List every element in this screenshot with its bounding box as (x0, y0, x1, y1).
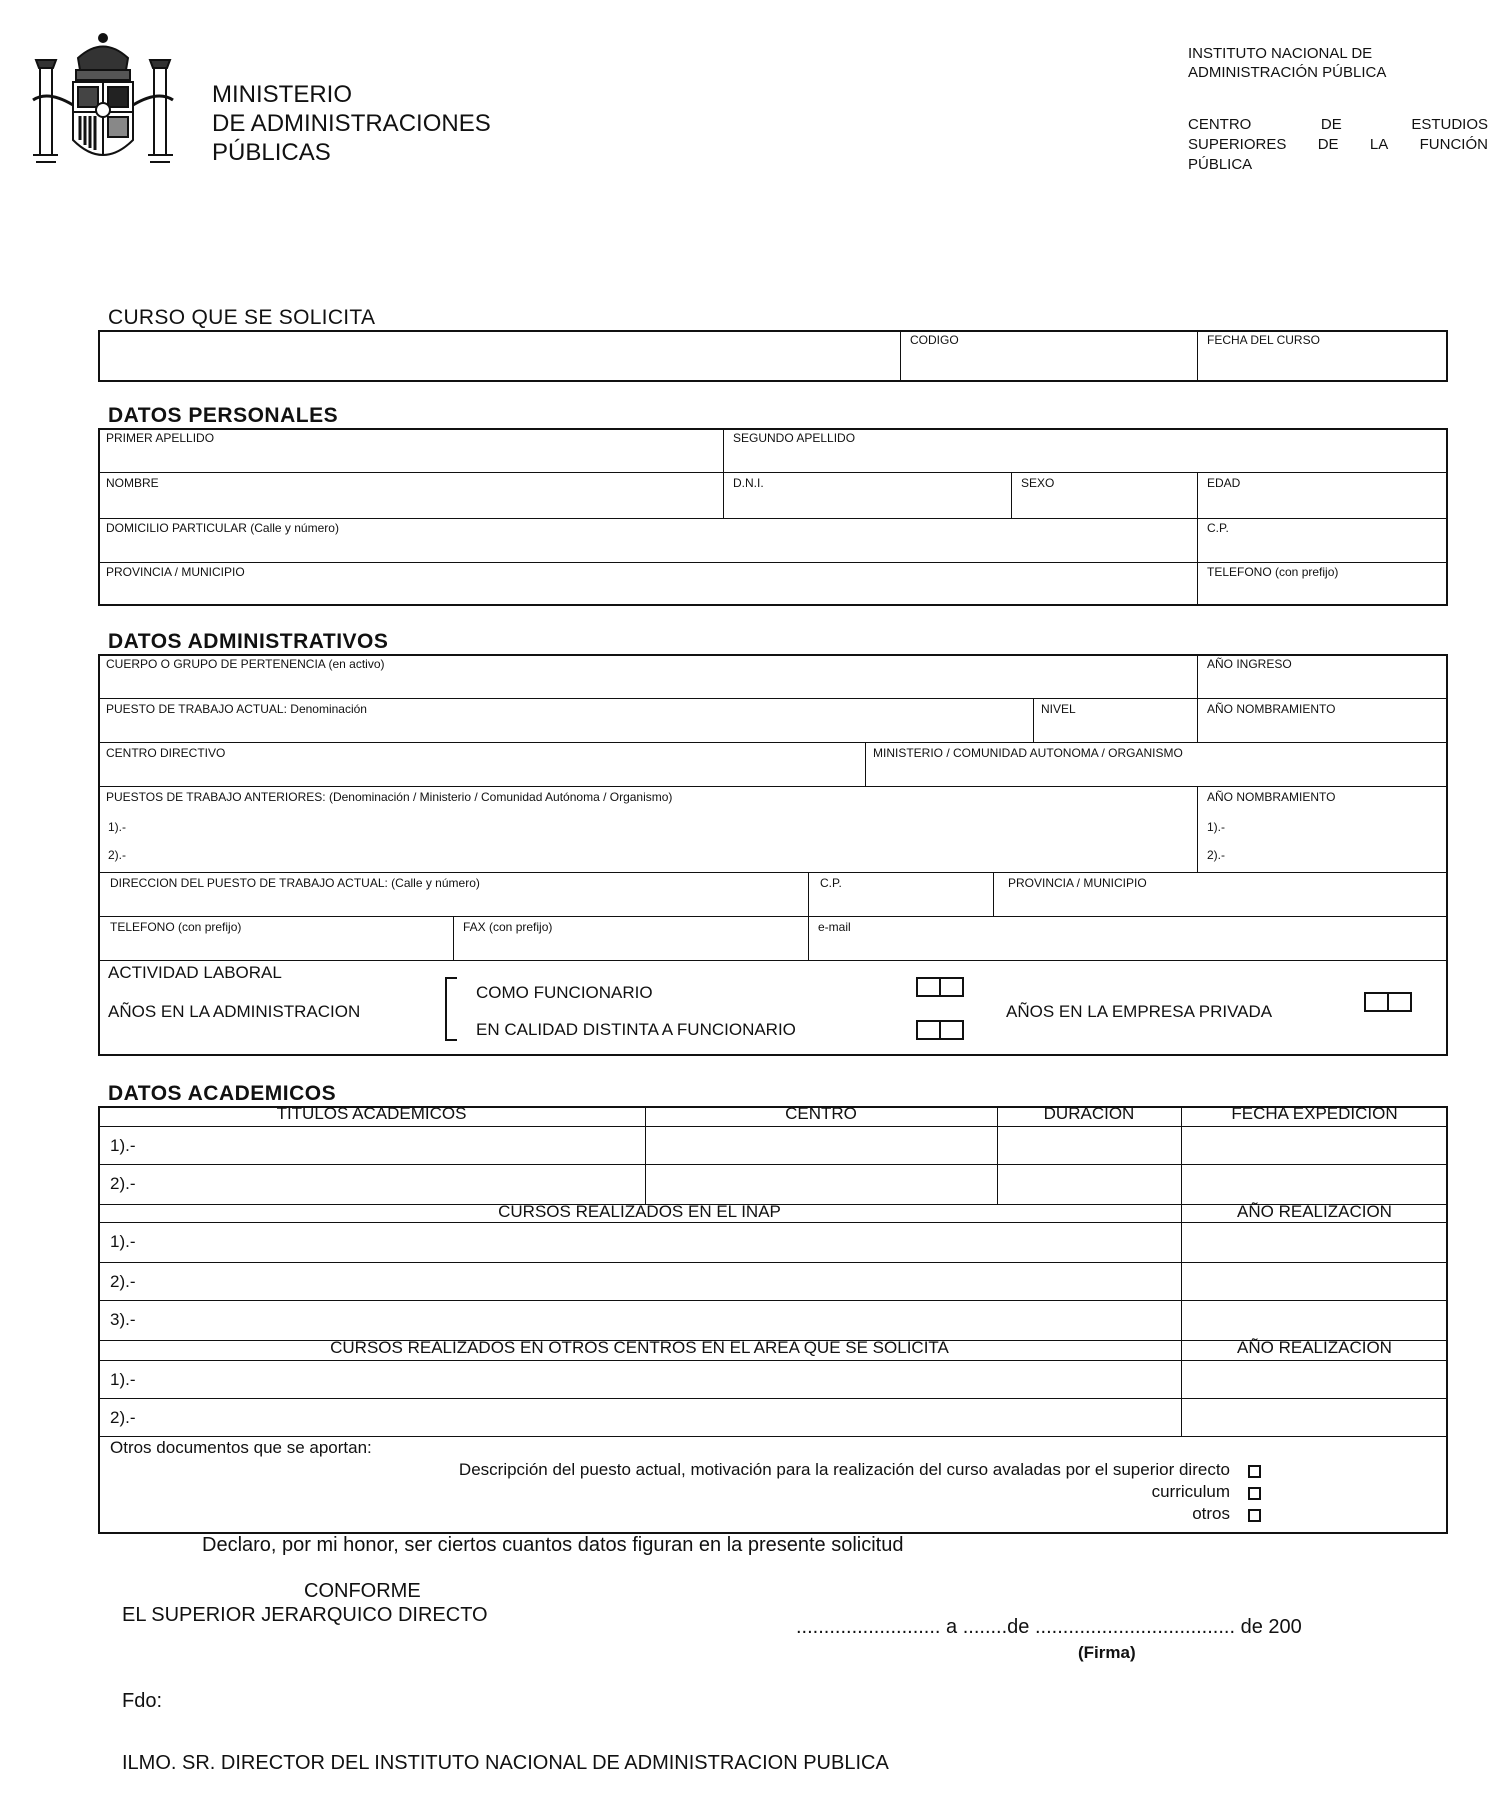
ministerio-field[interactable]: MINISTERIO / COMUNIDAD AUTONOMA / ORGANISMO (873, 746, 1183, 760)
centro-line-1 (1188, 115, 1488, 135)
institute-line-2: ADMINISTRACIÓN PÚBLICA (1188, 64, 1387, 81)
calidad-distinta-label: EN CALIDAD DISTINTA A FUNCIONARIO (476, 1020, 796, 1039)
otros-row-1[interactable]: 1).- (110, 1370, 136, 1389)
puesto-anterior-1: 1).- (108, 820, 126, 834)
divider (98, 562, 1448, 563)
col-titulos: TITULOS ACADEMICOS (276, 1104, 467, 1123)
institute-line-1: INSTITUTO NACIONAL DE (1188, 45, 1373, 62)
divider (98, 1398, 1448, 1399)
divider (723, 428, 724, 518)
divider (98, 1360, 1448, 1361)
conforme-label: CONFORME (304, 1580, 421, 1602)
divider (1181, 1106, 1182, 1436)
administrativos-title: DATOS ADMINISTRATIVOS (108, 630, 389, 653)
divider (1033, 698, 1034, 742)
divider (98, 1222, 1448, 1223)
segundo-apellido-field[interactable]: SEGUNDO APELLIDO (733, 431, 856, 445)
divider (98, 916, 1448, 917)
divider (98, 786, 1448, 787)
ano-realizacion-2-header: AÑO REALIZACION (1237, 1338, 1392, 1357)
divider (1197, 330, 1198, 382)
ano-anterior-1: 1).- (1207, 820, 1225, 834)
puestos-anteriores-field[interactable]: PUESTOS DE TRABAJO ANTERIORES: (Denominación / Ministerio / Comunidad Autónoma / Organismo) (106, 790, 673, 804)
divider (1011, 472, 1012, 518)
dni-field[interactable]: D.N.I. (733, 476, 764, 490)
curriculum-label: curriculum (1151, 1482, 1230, 1501)
ano-realizacion-header: AÑO REALIZACION (1237, 1202, 1392, 1221)
personales-box (98, 428, 1448, 606)
col-fecha: FECHA EXPEDICION (1231, 1104, 1398, 1123)
divider (98, 960, 1448, 961)
inap-row-3[interactable]: 3).- (110, 1310, 136, 1329)
centro-directivo-field[interactable]: CENTRO DIRECTIVO (106, 746, 226, 760)
descripcion-label: Descripción del puesto actual, motivación para la realización del curso avaladas por el superior directo (458, 1460, 1230, 1479)
centro-word: CENTRO (1188, 116, 1252, 133)
telefono-field[interactable]: TELEFONO (con prefijo) (1207, 565, 1339, 579)
provincia-trabajo-field[interactable]: PROVINCIA / MUNICIPIO (1008, 876, 1147, 890)
divider (98, 872, 1448, 873)
centro-word: DE (1317, 136, 1339, 153)
empresa-privada-label: AÑOS EN LA EMPRESA PRIVADA (1006, 1002, 1273, 1021)
cp-trabajo-field[interactable]: C.P. (820, 876, 842, 890)
divider (1197, 654, 1198, 742)
centro-word: SUPERIORES (1188, 136, 1287, 153)
divider (1197, 472, 1198, 606)
centro-name (1188, 115, 1488, 175)
direccion-field[interactable]: DIRECCION DEL PUESTO DE TRABAJO ACTUAL: (Calle y número) (110, 876, 480, 890)
otros-documentos-label: Otros documentos que se aportan: (110, 1438, 372, 1457)
nombre-field[interactable]: NOMBRE (106, 476, 159, 490)
divider (98, 742, 1448, 743)
centro-line-2 (1188, 135, 1488, 155)
divider (1197, 786, 1198, 872)
divider (98, 1262, 1448, 1263)
inap-row-1[interactable]: 1).- (110, 1232, 136, 1251)
ministry-line-3: PÚBLICAS (212, 139, 331, 166)
centro-word: ESTUDIOS (1411, 116, 1488, 133)
nivel-field[interactable]: NIVEL (1041, 702, 1076, 716)
personales-title: DATOS PERSONALES (108, 404, 339, 427)
descripcion-checkbox[interactable] (1248, 1465, 1261, 1478)
fax-field[interactable]: FAX (con prefijo) (463, 920, 553, 934)
centro-word: DE (1320, 116, 1342, 133)
ano-ingreso-field[interactable]: AÑO INGRESO (1207, 657, 1292, 671)
otros-row-2[interactable]: 2).- (110, 1408, 136, 1427)
fecha-curso-label: FECHA DEL CURSO (1207, 333, 1320, 347)
inap-row-2[interactable]: 2).- (110, 1272, 136, 1291)
primer-apellido-field[interactable]: PRIMER APELLIDO (106, 431, 215, 445)
academicos-title: DATOS ACADEMICOS (108, 1082, 337, 1105)
ano-anterior-2: 2).- (1207, 848, 1225, 862)
curso-title: CURSO QUE SE SOLICITA (108, 306, 376, 329)
ministry-name (212, 80, 491, 167)
como-funcionario-label: COMO FUNCIONARIO (476, 983, 653, 1002)
ano-nombramiento-field[interactable]: AÑO NOMBRAMIENTO (1207, 702, 1336, 716)
funcionario-years-box[interactable] (916, 977, 964, 997)
divider (98, 1126, 1448, 1127)
email-field[interactable]: e-mail (818, 920, 851, 934)
otros-checkbox[interactable] (1248, 1509, 1261, 1522)
empresa-privada-years-box[interactable] (1364, 992, 1412, 1012)
coat-of-arms-icon (28, 30, 178, 180)
cursos-otros-header: CURSOS REALIZADOS EN OTROS CENTROS EN EL AREA QUE SE SOLICITA (330, 1338, 949, 1357)
divider (98, 1164, 1448, 1165)
otros-label: otros (1192, 1504, 1230, 1523)
anos-admin-label: AÑOS EN LA ADMINISTRACION (108, 1002, 361, 1021)
fecha-a: .......................... a (796, 1616, 958, 1638)
divider (98, 472, 1448, 473)
bracket (445, 977, 457, 1041)
divider (453, 916, 454, 960)
sexo-field[interactable]: SEXO (1021, 476, 1055, 490)
superior-label: EL SUPERIOR JERARQUICO DIRECTO (122, 1604, 488, 1626)
titulo-row-2[interactable]: 2).- (110, 1174, 136, 1193)
fdo-label[interactable]: Fdo: (122, 1690, 163, 1712)
centro-word: LA (1369, 136, 1389, 153)
fecha-line[interactable] (796, 1616, 1302, 1639)
edad-field[interactable]: EDAD (1207, 476, 1241, 490)
puesto-field[interactable]: PUESTO DE TRABAJO ACTUAL: Denominación (106, 702, 367, 716)
titulo-row-1[interactable]: 1).- (110, 1136, 136, 1155)
divider (865, 742, 866, 786)
domicilio-field[interactable]: DOMICILIO PARTICULAR (Calle y número) (106, 521, 339, 535)
divider (98, 698, 1448, 699)
ano-nombramiento-2-field[interactable]: AÑO NOMBRAMIENTO (1207, 790, 1336, 804)
provincia-field[interactable]: PROVINCIA / MUNICIPIO (106, 565, 245, 579)
divider (98, 518, 1448, 519)
divider (98, 1300, 1448, 1301)
curriculum-checkbox[interactable] (1248, 1487, 1261, 1500)
destinatario-text: ILMO. SR. DIRECTOR DEL INSTITUTO NACIONAL DE ADMINISTRACION PUBLICA (122, 1752, 889, 1774)
firma-label: (Firma) (1078, 1643, 1136, 1662)
codigo-label: CODIGO (910, 333, 959, 347)
calidad-distinta-years-box[interactable] (916, 1020, 964, 1040)
ministry-line-2: DE ADMINISTRACIONES (212, 110, 491, 137)
cuerpo-field[interactable]: CUERPO O GRUPO DE PERTENENCIA (en activo) (106, 657, 385, 671)
ministry-line-1: MINISTERIO (212, 81, 353, 108)
fecha-dots: .................................... (1034, 1616, 1236, 1638)
col-centro: CENTRO (785, 1104, 857, 1123)
centro-line-3: PÚBLICA (1188, 156, 1253, 173)
divider (993, 872, 994, 916)
col-duracion: DURACION (1043, 1104, 1135, 1123)
fecha-year: de 200 (1240, 1616, 1302, 1638)
telefono-trabajo-field[interactable]: TELEFONO (con prefijo) (110, 920, 242, 934)
institute-name (1188, 44, 1386, 82)
cp-field[interactable]: C.P. (1207, 521, 1229, 535)
puesto-anterior-2: 2).- (108, 848, 126, 862)
divider (808, 872, 809, 960)
cursos-inap-header: CURSOS REALIZADOS EN EL INAP (498, 1202, 781, 1221)
fecha-de: ........de (962, 1616, 1030, 1638)
divider (900, 330, 901, 382)
centro-word: FUNCIÓN (1419, 136, 1488, 153)
actividad-laboral-label: ACTIVIDAD LABORAL (108, 963, 282, 982)
divider (98, 1436, 1448, 1437)
declaracion-text: Declaro, por mi honor, ser ciertos cuantos datos figuran en la presente solicitud (202, 1534, 904, 1556)
